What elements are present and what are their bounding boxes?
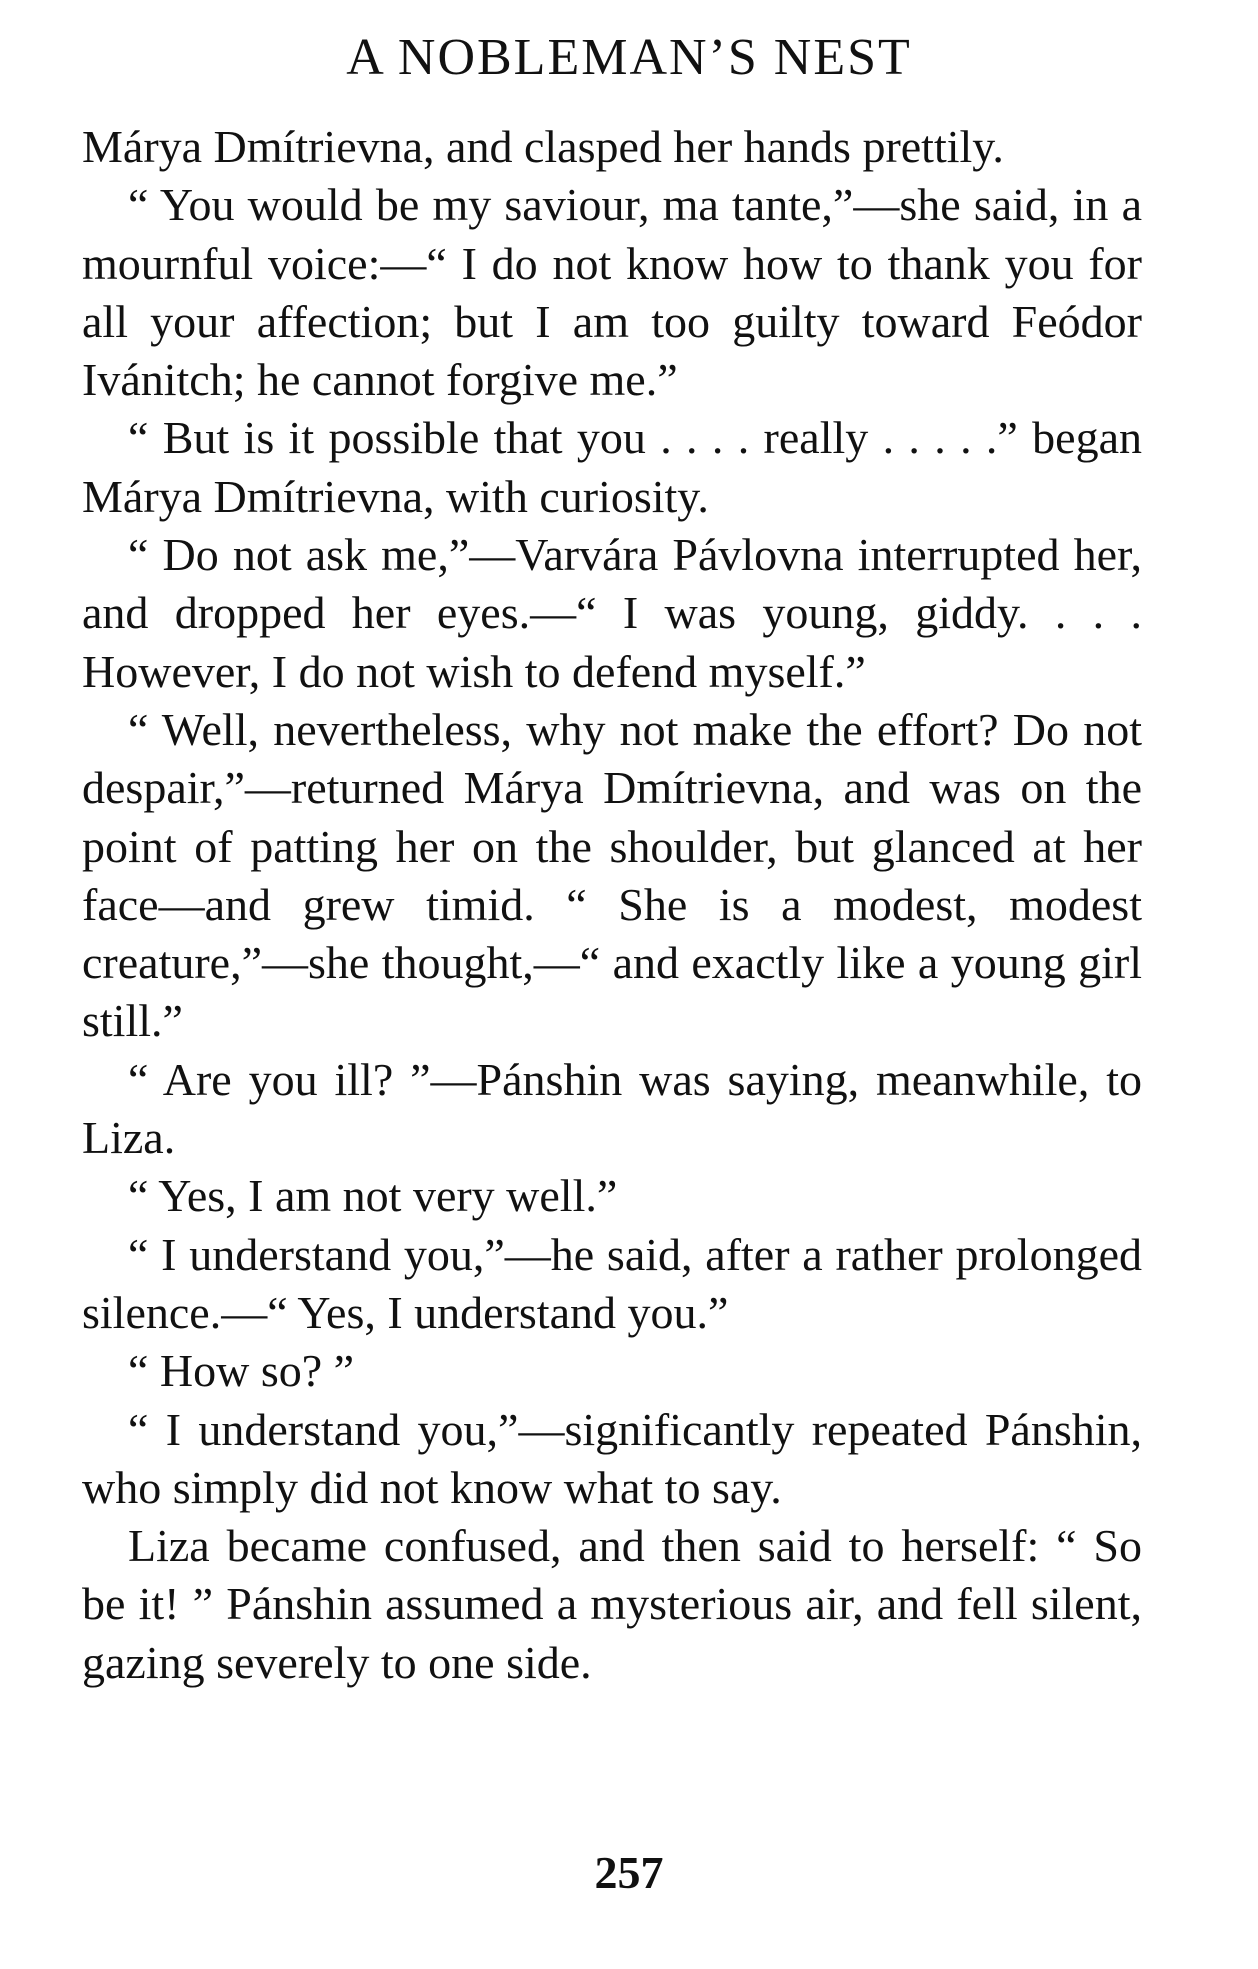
paragraph: “ Yes, I am not very well.” bbox=[128, 1170, 618, 1222]
paragraph: “ How so? ” bbox=[128, 1345, 355, 1397]
paragraph: “ You would be my saviour, ma tante,”—she said, in a mournful voice:—“ I do not know how to thank you for all your affection; but I am too guilty toward Feódor Ivánitch; he cannot forgive me.” bbox=[82, 179, 1142, 406]
paragraph: “ But is it possible that you . . . . really . . . . .” began Márya Dmítrievna, with curiosity. bbox=[82, 412, 1142, 522]
page-number: 257 bbox=[594, 1847, 664, 1898]
paragraph: “ I understand you,”—significantly repeated Pánshin, who simply did not know what to say. bbox=[82, 1403, 1142, 1513]
body-text bbox=[82, 118, 1142, 1692]
running-head: A NOBLEMAN’S NEST bbox=[346, 29, 912, 86]
paragraph: “ Are you ill? ”—Pánshin was saying, meanwhile, to Liza. bbox=[82, 1053, 1142, 1164]
paragraph: “ Do not ask me,”—Varvára Pávlovna interrupted her, and dropped her eyes.—“ I was young, giddy. . . . However, I do not wish to defend myself.” bbox=[82, 529, 1142, 697]
paragraph: Liza became confused, and then said to herself: “ So be it! ” Pánshin assumed a mysterious air, and fell silent, gazing severely to one side. bbox=[82, 1520, 1142, 1688]
paragraph: “ I understand you,”—he said, after a rather prolonged silence.—“ Yes, I understand you.” bbox=[82, 1228, 1142, 1338]
paragraph: “ Well, nevertheless, why not make the effort? Do not despair,”—returned Márya Dmítrievna, and was on the point of patting her on the shoulder, but glanced at her face—and grew timid. “ She is a modest, modest creature,”—she thought,—“ and exactly like a young girl still.” bbox=[82, 703, 1142, 1047]
paragraph: Márya Dmítrievna, and clasped her hands prettily. bbox=[82, 121, 1004, 172]
